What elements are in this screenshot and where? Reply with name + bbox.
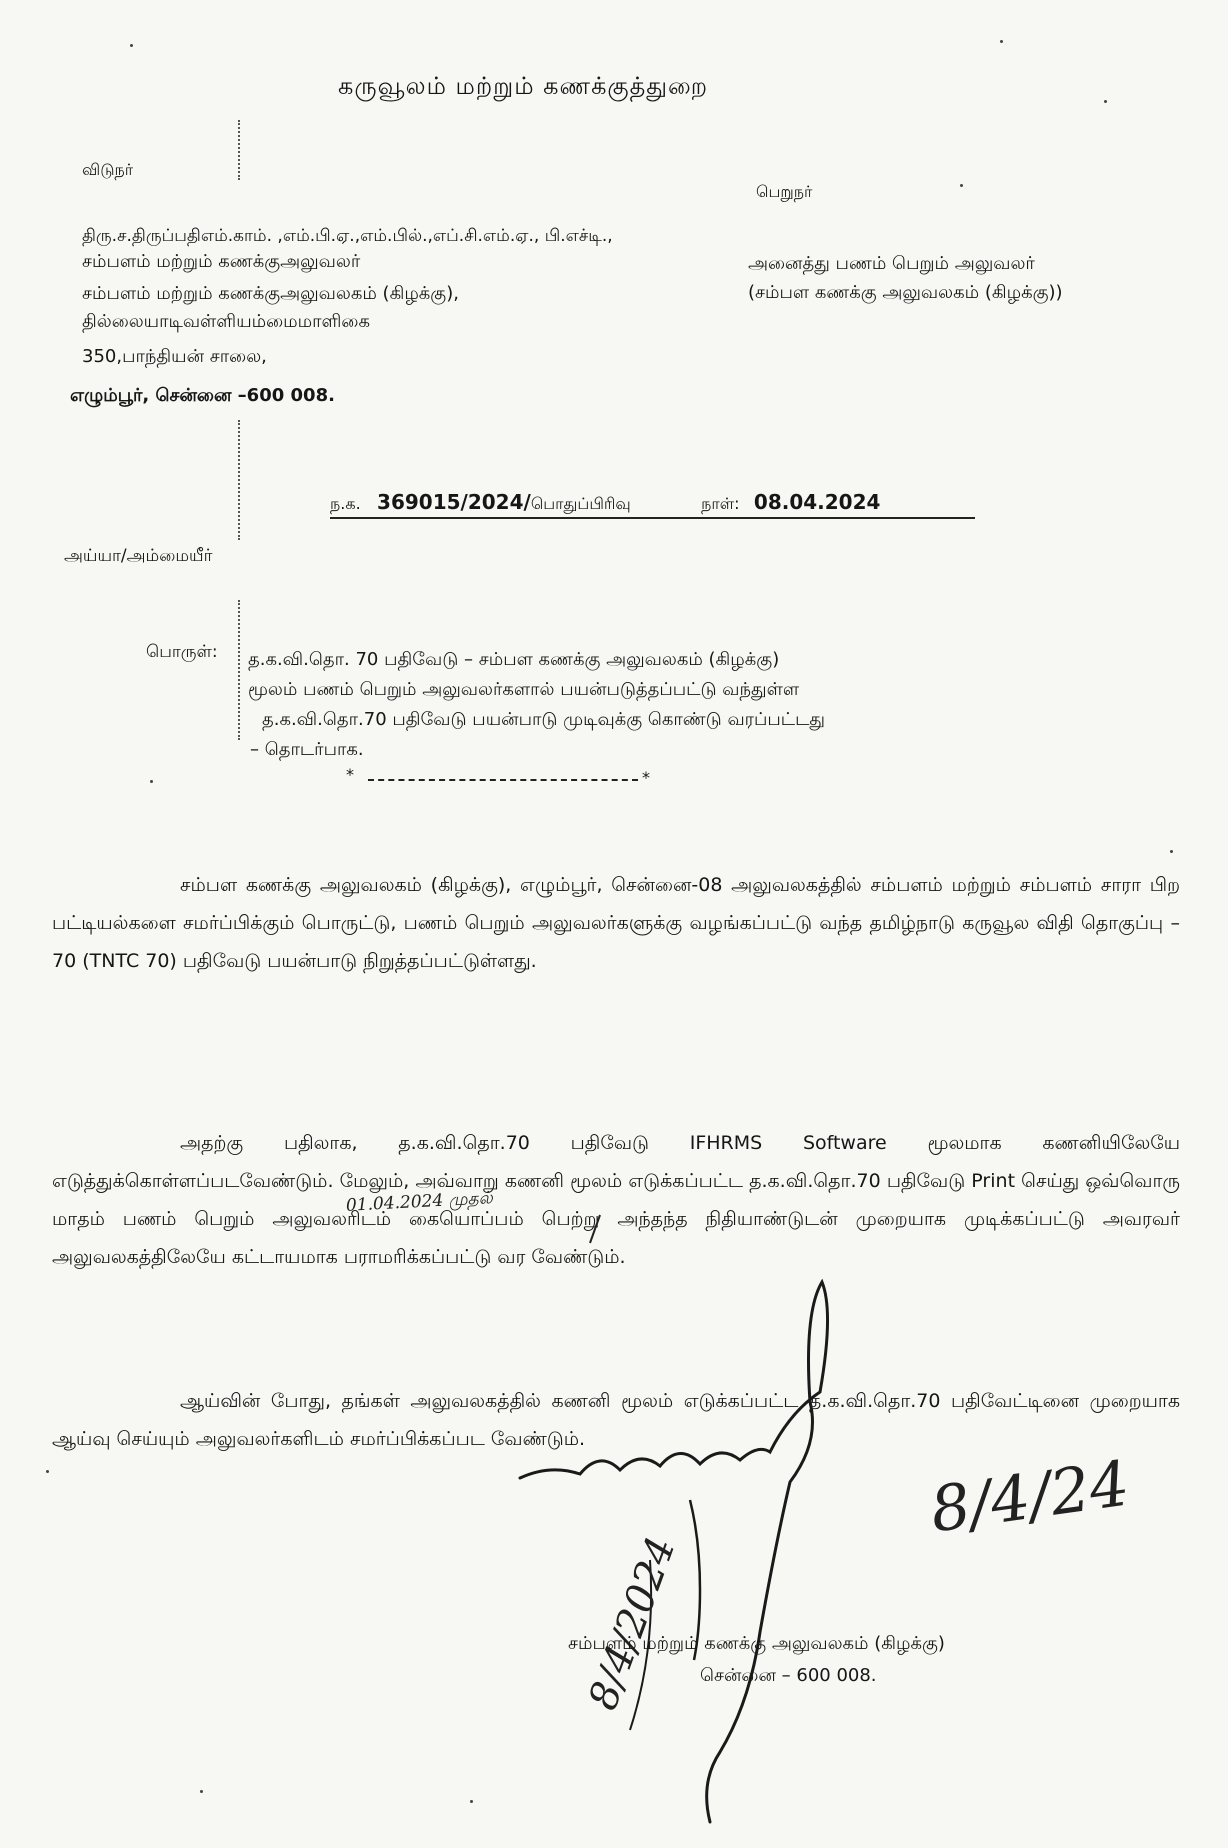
subject-star-left: * (346, 765, 354, 784)
subject-line-1: த.க.வி.தொ. 70 பதிவேடு – சம்பள கணக்கு அலுவலகம் (கிழக்கு) (248, 649, 780, 670)
sender-line-2: சம்பளம் மற்றும் கணக்குஅலுவலர் (82, 251, 361, 272)
sender-line-1: திரு.ச.திருப்பதிஎம்.காம். ,எம்.பி.ஏ.,எம்.பில்.,எப்.சி.எம்.ஏ., பி.எச்டி., (82, 226, 613, 246)
recipient-line-1: அனைத்து பணம் பெறும் அலுவலர் (748, 253, 1035, 274)
scan-speck (46, 1470, 49, 1473)
ref-section: பொதுப்பிரிவு (530, 494, 631, 513)
subject-line-2: மூலம் பணம் பெறும் அலுவலர்களால் பயன்படுத்தப்பட்டு வந்துள்ள (248, 679, 800, 700)
scan-speck (1170, 850, 1173, 853)
recipient-line-2: (சம்பள கணக்கு அலுவலகம் (கிழக்கு)) (748, 282, 1063, 303)
date-label: நாள்: (701, 494, 740, 513)
sender-label: விடுநர் (82, 160, 134, 179)
body-paragraph-3: ஆய்வின் போது, தங்கள் அலுவலகத்தில் கணனி மூலம் எடுக்கப்பட்ட த.க.வி.தொ.70 பதிவேட்டினை முறையாக ஆய்வு செய்யும் அலுவலர்களிடம் சமர்ப்பிக்கப்பட வேண்டும். (52, 1390, 1180, 1450)
salutation: அய்யா/அம்மையீர் (64, 546, 213, 566)
subject-line-3: த.க.வி.தொ.70 பதிவேடு பயன்பாடு முடிவுக்கு கொண்டு வரப்பட்டது (262, 709, 826, 730)
ref-number: 369015/2024/ (377, 490, 531, 514)
body-paragraph-2: அதற்கு பதிலாக, த.க.வி.தொ.70 பதிவேடு IFHRMS Software மூலமாக கணனியிலேயே எடுத்துக்கொள்ளப்படவேண்டும். மேலும், அவ்வாறு கணனி மூலம் எடுக்கப்பட்ட த.க.வி.தொ.70 பதிவேடு Print செய்து ஒவ்வொரு மாதம் பணம் பெறும் அலுவலரிடம் கையொப்பம் பெற்று அந்தந்த நிதியாண்டுடன் முறையாக முடிக்கப்பட்டு அவரவர் அலுவலகத்திலேயே கட்டாயமாக பராமரிக்கப்பட்டு வர வேண்டும். (52, 1132, 1180, 1268)
scan-speck (1104, 100, 1107, 103)
scan-speck (470, 1800, 473, 1803)
scan-speck (1000, 40, 1003, 43)
scan-speck (150, 780, 153, 783)
ref-prefix: ந.க. (330, 494, 361, 513)
date-value: 08.04.2024 (753, 490, 881, 514)
sender-line-5: 350,பாந்தியன் சாலை, (82, 346, 267, 367)
sender-line-4: தில்லையாடிவள்ளியம்மைமாளிகை (82, 311, 370, 332)
scan-speck (200, 1790, 203, 1793)
sender-line-3: சம்பளம் மற்றும் கணக்குஅலுவலகம் (கிழக்கு), (82, 283, 459, 304)
handwritten-date: 8/4/2024 (580, 1531, 685, 1716)
office-title: கருவூலம் மற்றும் கணக்குத்துறை (338, 72, 709, 100)
footer-city: சென்னை – 600 008. (700, 1665, 877, 1686)
handwritten-insert: 01.04.2024 முதல் (345, 1188, 494, 1216)
subject-label: பொருள்: (146, 642, 218, 662)
handwritten-initials: 8/4/24 (925, 1446, 1134, 1547)
scan-speck (960, 184, 963, 187)
body-paragraph-1: சம்பள கணக்கு அலுவலகம் (கிழக்கு), எழும்பூர், சென்னை-08 அலுவலகத்தில் சம்பளம் மற்றும் சம்பளம் சாரா பிற பட்டியல்களை சமர்ப்பிக்கும் பொருட்டு, பணம் பெறும் அலுவலர்களுக்கு வழங்கப்பட்டு வந்த தமிழ்நாடு கருவூல விதி தொகுப்பு – 70 (TNTC 70) பதிவேடு பயன்பாடு நிறுத்தப்பட்டுள்ளது. (52, 874, 1180, 972)
scan-speck (130, 44, 133, 47)
subject-line-4: – தொடர்பாக. (250, 739, 364, 760)
sender-line-6: எழும்பூர், சென்னை –600 008. (70, 385, 335, 406)
subject-star-right: * (642, 768, 650, 787)
footer-office: சம்பளம் மற்றும் கணக்கு அலுவலகம் (கிழக்கு) (568, 1633, 945, 1654)
recipient-label: பெறுநர் (756, 182, 813, 201)
